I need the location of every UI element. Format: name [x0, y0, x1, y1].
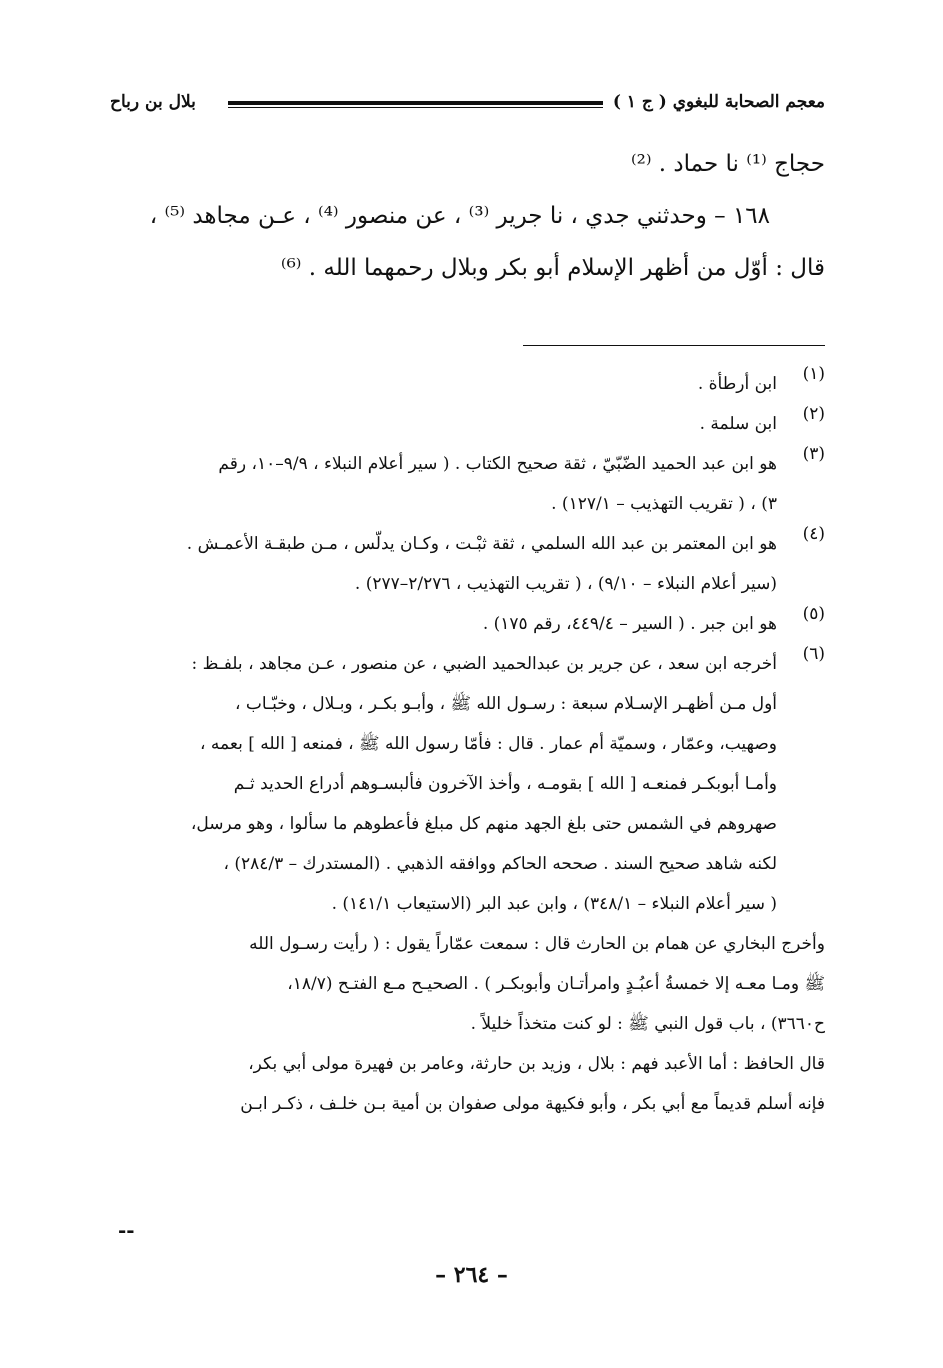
footnote-line: ( سير أعلام النبلاء – ٣٤٨/١) ، وابن عبد البر (الاستيعاب ١٤١/١) .: [331, 894, 777, 914]
footnote-number: (٥): [802, 604, 825, 624]
footnote-number: (١): [802, 364, 825, 384]
footnote-line: ابن سلمة .: [699, 414, 777, 434]
footnote-5: [120, 604, 825, 644]
footnote-line: هو ابن جبر . ( السير – ٤٤٩/٤، رقم ١٧٥) .: [482, 614, 777, 634]
continuation-mark: --: [118, 1218, 135, 1242]
main-line: قال : أوّل من أظهر الإسلام أبو بكر وبلال رحمهما الله . ⁽⁶⁾: [280, 255, 825, 281]
footnote-line: وأخرج البخاري عن همام بن الحارث قال : سمعت عمّاراً يقول : ( رأيت رسـول الله: [249, 934, 825, 954]
footnote-line: أول مـن أظهـر الإسـلام سبعة : رسـول الله ﷺ ، وأبـو بكـر ، وبـلال ، وخبّـاب ،: [235, 694, 777, 714]
header-rule-thin: [228, 107, 603, 108]
footnotes: [120, 364, 825, 1124]
footnote-line: ﷺ ومـا معـه إلا خمسةُ أعبُـدٍ وامرأتـان وأبوبكـر ) . الصحيـح مـع الفتـح (١٨/٧،: [287, 974, 825, 994]
footnote-line: ابن أرطأة .: [697, 374, 777, 394]
hadith-168-line: ١٦٨ – وحدثني جدي ، نا جرير ⁽³⁾ ، عن منصور ⁽⁴⁾ ، عـن مجاهد ⁽⁵⁾ ،: [149, 203, 770, 229]
footnote-line: وأمـا أبوبكـر فمنعـه [ الله ] بقومـه ، وأخذ الآخرون فألبسـوهم أدراع الحديد ثـم: [233, 774, 777, 794]
footnote-line: هو ابن المعتمر بن عبد الله السلمي ، ثقة ثبْـت ، وكـان يدلّس ، مـن طبقـة الأعمـش .: [186, 534, 777, 554]
footnote-line: وصهيب، وعمّار ، وسميّة أم عمار . قال : فأمّا رسول الله ﷺ ، فمنعه [ الله ] بعمه ،: [200, 734, 777, 754]
footnote-line: فإنه أسلم قديماً مع أبي بكر ، وأبو فكيهة مولى صفوان بن أمية بـن خلـف ، ذكـر ابـن: [240, 1094, 825, 1114]
footnote-line: قال الحافظ : أما الأعبد فهم : بلال ، وزيد بن حارثة، وعامر بن فهيرة مولى أبي بكر،: [248, 1054, 825, 1074]
book-title: معجم الصحابة للبغوي ( ج ١ ): [612, 92, 825, 112]
page-number: – ٢٦٤ –: [435, 1262, 508, 1288]
footnote-line: ح٣٦٦٠) ، باب قول النبي ﷺ : لو كنت متخذاً خليلاً .: [470, 1014, 825, 1034]
footnote-line: ٣) ، ( تقريب التهذيب – ١٢٧/١) .: [551, 494, 777, 514]
footnote-line: صهروهم في الشمس حتى بلغ الجهد منهم كل مبلغ فأعطوهم ما سألوا ، وهو مرسل،: [190, 814, 777, 834]
chapter-title: بلال بن رباح: [110, 92, 196, 112]
footnote-line: لكنه شاهد صحيح السند . صححه الحاكم ووافقه الذهبي . (المستدرك – ٢٨٤/٣) ،: [223, 854, 777, 874]
footnote-2: [120, 404, 825, 444]
footnote-line: هو ابن عبد الحميد الضّبّيّ ، ثقة صحيح الكتاب . ( سير أعلام النبلاء ، ٩/٩–١٠، رقم: [218, 454, 777, 474]
footnote-4: [120, 524, 825, 604]
footnote-number: (٦): [802, 644, 825, 664]
running-header: [110, 92, 825, 122]
footnote-3: [120, 444, 825, 524]
footnote-line: أخرجه ابن سعد ، عن جرير بن عبدالحميد الضبي ، عن منصور ، عـن مجاهد ، بلفـظ :: [191, 654, 777, 674]
header-rule: [228, 101, 603, 105]
footnote-1: [120, 364, 825, 404]
footnote-line: (سير أعلام النبلاء – ٩/١٠) ، ( تقريب التهذيب ، ٢/٢٧٦–٢٧٧) .: [354, 574, 777, 594]
footnote-number: (٢): [802, 404, 825, 424]
footnote-number: (٤): [802, 524, 825, 544]
footnote-6: [120, 644, 825, 924]
main-line: حجاج ⁽¹⁾ نا حماد . ⁽²⁾: [630, 151, 825, 177]
footnote-6-hafiz: [120, 1044, 825, 1124]
footnote-6-bukhari: [120, 924, 825, 1044]
footnote-number: (٣): [802, 444, 825, 464]
footnote-separator: [523, 345, 825, 346]
main-text: [115, 138, 825, 294]
